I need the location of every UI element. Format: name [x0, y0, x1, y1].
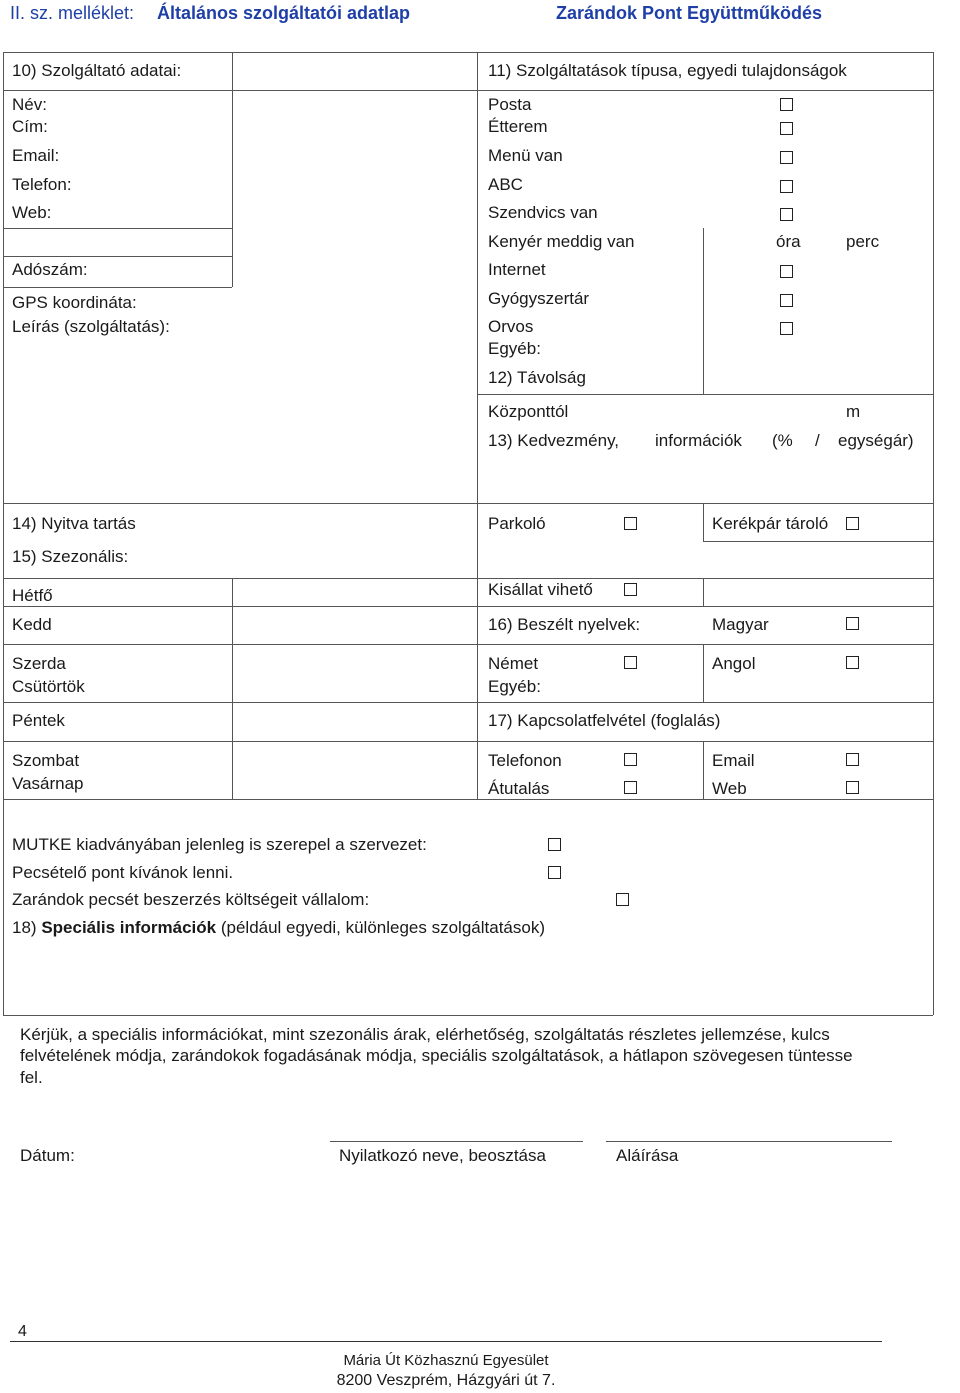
contact-heading: 17) Kapcsolatfelvétel (foglalás)	[488, 711, 721, 730]
stamp-point-checkbox[interactable]	[548, 866, 561, 879]
contact-web-label: Web	[712, 779, 747, 798]
minute-label: perc	[846, 232, 880, 251]
footer-address: 8200 Veszprém, Házgyári út 7.	[336, 1372, 556, 1389]
contact-email-checkbox[interactable]	[846, 753, 859, 766]
mutke-publication-label: MUTKE kiadványában jelenleg is szerepel a szervezet:	[12, 835, 427, 854]
discount-info: információk	[655, 431, 742, 450]
distance-heading: 12) Távolság	[488, 368, 586, 387]
stamp-point-label: Pecsételő pont kívánok lenni.	[12, 863, 234, 882]
day-tuesday: Kedd	[12, 615, 52, 634]
day-friday: Péntek	[12, 711, 65, 730]
szendvics-checkbox[interactable]	[780, 208, 793, 221]
signature-label: Aláírása	[616, 1146, 679, 1165]
signature-line	[606, 1141, 892, 1142]
internet-checkbox[interactable]	[780, 265, 793, 278]
parking-checkbox[interactable]	[624, 517, 637, 530]
note-line-2: felvételének módja, zarándokok fogadásának módja, speciális szolgáltatások, a hátlapon szövegesen tüntesse	[20, 1046, 853, 1065]
posta-checkbox[interactable]	[780, 98, 793, 111]
bike-storage-label: Kerékpár tároló	[712, 514, 829, 533]
contact-email-label: Email	[712, 751, 755, 770]
from-center-label: Központtól	[488, 402, 569, 421]
note-line-1: Kérjük, a speciális információkat, mint szezonális árak, elérhetőség, szolgáltatás részletes jellemzése, kulcs	[20, 1025, 830, 1044]
language-english: Angol	[712, 654, 756, 673]
special-info-number: 18)	[12, 918, 37, 937]
etterem-checkbox[interactable]	[780, 122, 793, 135]
day-thursday: Csütörtök	[12, 677, 85, 696]
services-heading: 11) Szolgáltatások típusa, egyedi tulajdonságok	[488, 61, 847, 80]
doctor-checkbox[interactable]	[780, 322, 793, 335]
contact-phone-label: Telefonon	[488, 751, 562, 770]
abc-checkbox[interactable]	[780, 180, 793, 193]
language-hungarian: Magyar	[712, 615, 769, 634]
web-label: Web:	[12, 203, 52, 222]
special-info-title: Speciális információk	[41, 918, 217, 937]
service-posta: Posta	[488, 95, 532, 114]
service-szendvics: Szendvics van	[488, 203, 598, 222]
footer-rule	[10, 1341, 882, 1342]
declarant-signature-line	[330, 1141, 583, 1142]
header-right-title: Zarándok Pont Együttműködés	[556, 3, 823, 23]
meter-unit: m	[846, 402, 861, 421]
service-internet: Internet	[488, 260, 546, 279]
gps-label: GPS koordináta:	[12, 293, 137, 312]
discount-label: 13) Kedvezmény,	[488, 431, 620, 450]
service-doctor: Orvos	[488, 317, 534, 336]
opening-hours-heading: 14) Nyitva tartás	[12, 514, 136, 533]
mutke-publication-checkbox[interactable]	[548, 838, 561, 851]
hour-label: óra	[776, 232, 801, 251]
services-other-label: Egyéb:	[488, 339, 541, 358]
bread-label: Kenyér meddig van	[488, 232, 635, 251]
english-checkbox[interactable]	[846, 656, 859, 669]
languages-other-label: Egyéb:	[488, 677, 541, 696]
header-title: Általános szolgáltatói adatlap	[157, 3, 411, 23]
special-info-heading	[12, 919, 545, 936]
stamp-cost-checkbox[interactable]	[616, 893, 629, 906]
declarant-label: Nyilatkozó neve, beosztása	[339, 1146, 546, 1165]
tax-number-label: Adószám:	[12, 260, 88, 279]
stamp-cost-label: Zarándok pecsét beszerzés költségeit vállalom:	[12, 890, 370, 909]
discount-slash: /	[815, 431, 820, 450]
service-etterem: Étterem	[488, 117, 548, 136]
language-german: Német	[488, 654, 539, 673]
hungarian-checkbox[interactable]	[846, 617, 859, 630]
bike-storage-checkbox[interactable]	[846, 517, 859, 530]
service-menu: Menü van	[488, 146, 563, 165]
menu-checkbox[interactable]	[780, 151, 793, 164]
service-pharmacy: Gyógyszertár	[488, 289, 590, 308]
provider-heading: 10) Szolgáltató adatai:	[12, 61, 182, 80]
footer-organization: Mária Út Közhasznú Egyesület	[343, 1352, 549, 1369]
day-monday: Hétfő	[12, 586, 53, 605]
contact-transfer-checkbox[interactable]	[624, 781, 637, 794]
parking-label: Parkoló	[488, 514, 546, 533]
description-label: Leírás (szolgáltatás):	[12, 317, 170, 336]
discount-percent: (%	[772, 431, 793, 450]
phone-label: Telefon:	[12, 175, 72, 194]
name-label: Név:	[12, 95, 47, 114]
seasonal-label: 15) Szezonális:	[12, 547, 129, 566]
contact-web-checkbox[interactable]	[846, 781, 859, 794]
date-label: Dátum:	[20, 1146, 75, 1165]
pets-label: Kisállat vihető	[488, 580, 593, 599]
day-sunday: Vasárnap	[12, 774, 84, 793]
address-label: Cím:	[12, 117, 48, 136]
day-wednesday: Szerda	[12, 654, 66, 673]
contact-transfer-label: Átutalás	[488, 779, 550, 798]
day-saturday: Szombat	[12, 751, 80, 770]
service-abc: ABC	[488, 175, 523, 194]
note-line-3: fel.	[20, 1068, 43, 1087]
languages-heading: 16) Beszélt nyelvek:	[488, 615, 641, 634]
email-label: Email:	[12, 146, 60, 165]
special-info-subtitle: (például egyedi, különleges szolgáltatások)	[220, 918, 545, 937]
contact-phone-checkbox[interactable]	[624, 753, 637, 766]
pharmacy-checkbox[interactable]	[780, 294, 793, 307]
header-prefix: II. sz. melléklet:	[10, 3, 135, 23]
discount-unit-price: egységár)	[838, 431, 914, 450]
german-checkbox[interactable]	[624, 656, 637, 669]
page-number: 4	[18, 1323, 27, 1340]
pets-checkbox[interactable]	[624, 583, 637, 596]
